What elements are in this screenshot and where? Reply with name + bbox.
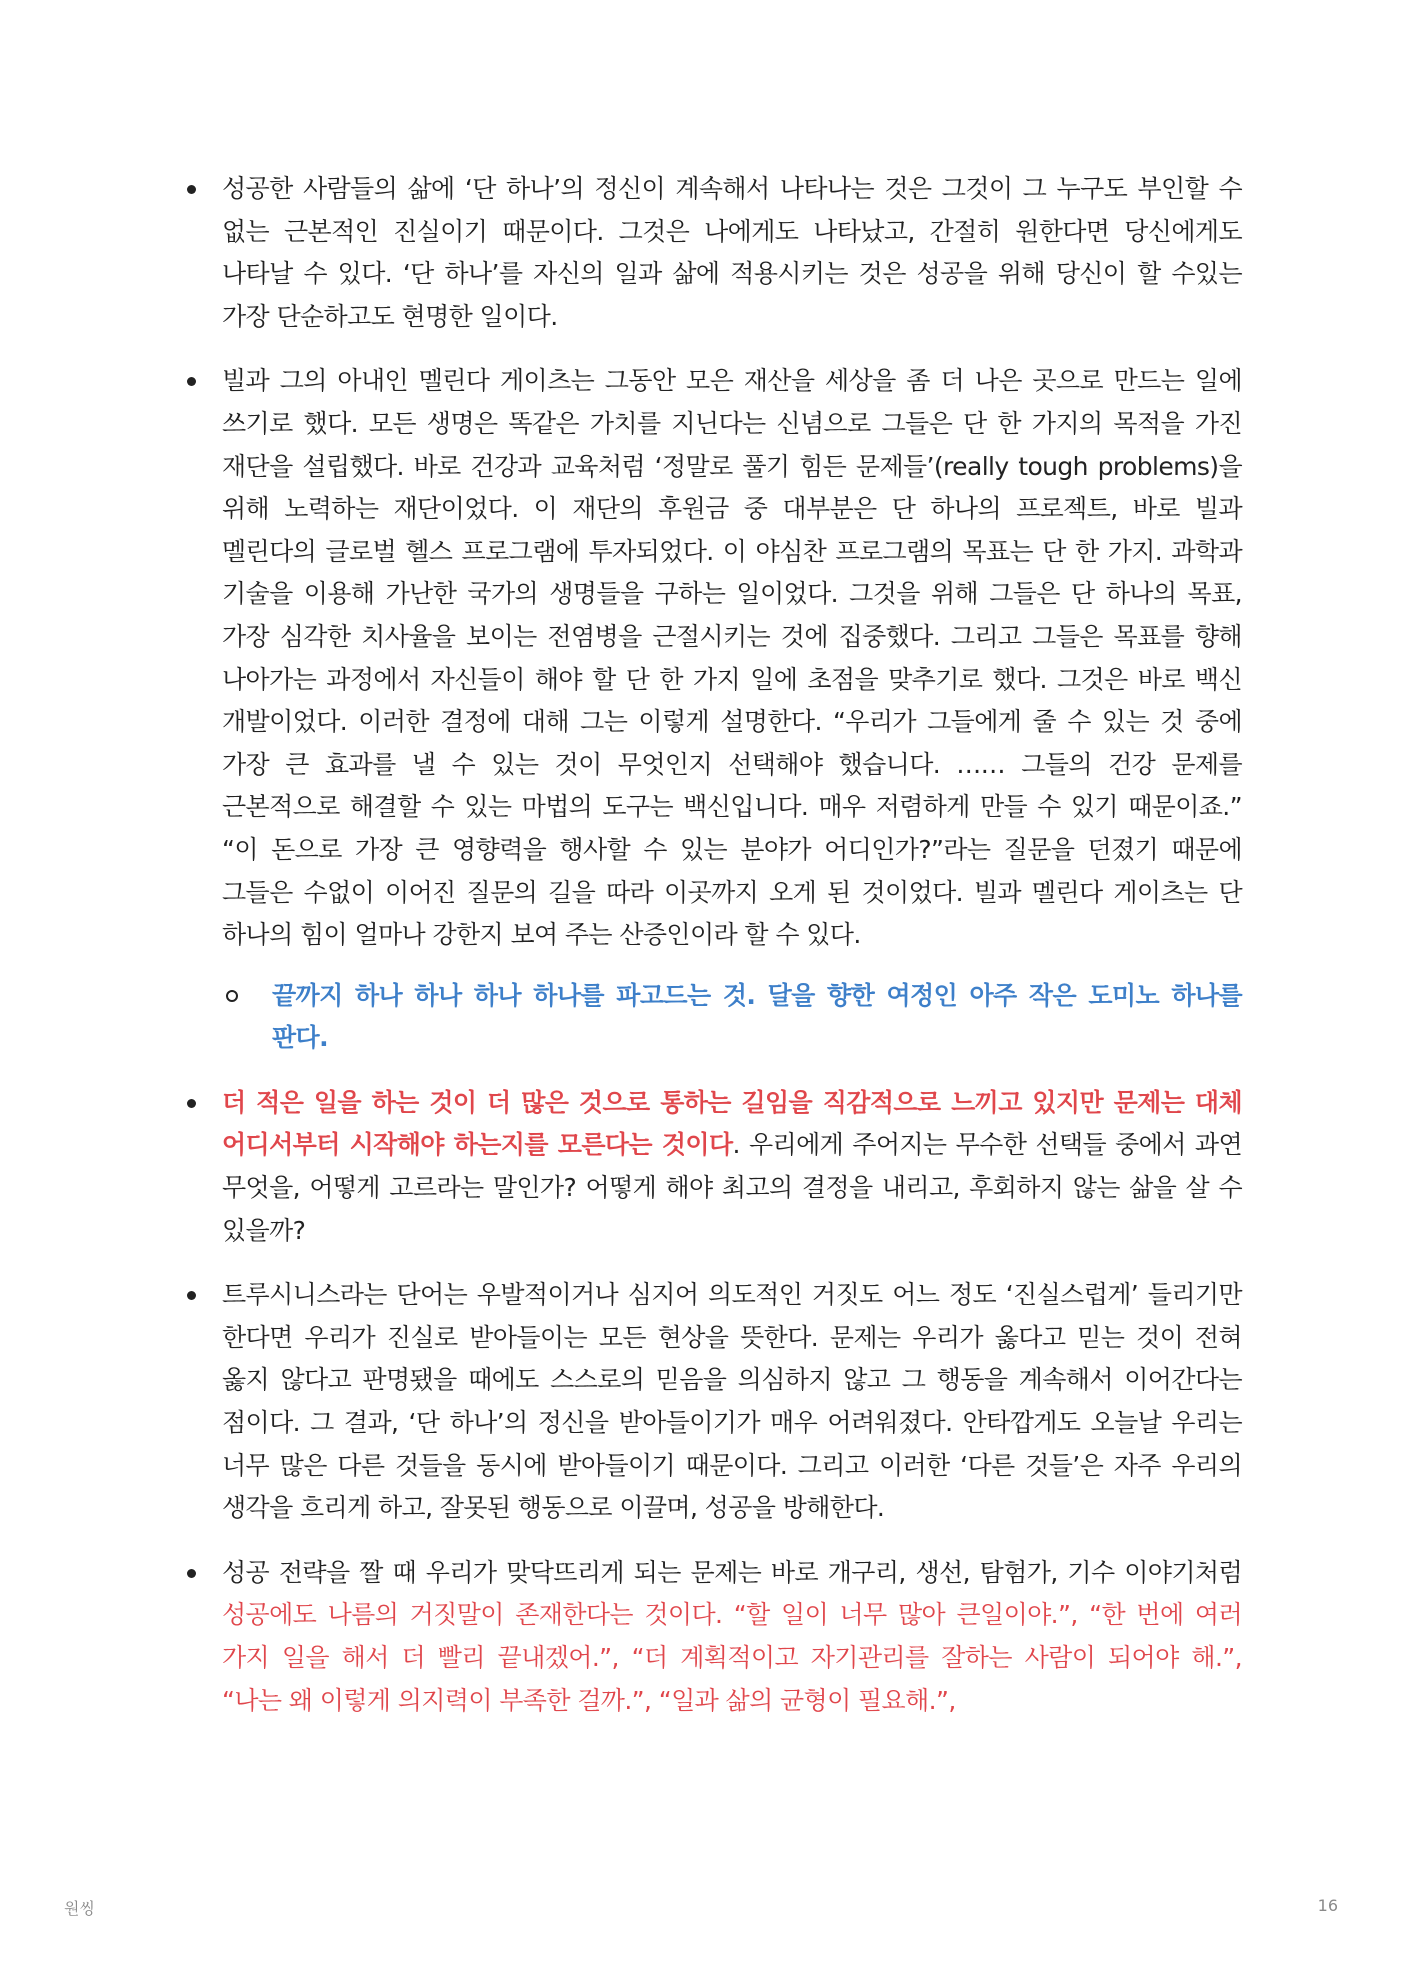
- paragraph-2: [182, 360, 1242, 1060]
- paragraph-2-subnote-text: 끝까지 하나 하나 하나 하나를 파고드는 것. 달을 향한 여정인 아주 작은 도미노 하나를 판다.: [272, 980, 1242, 1053]
- document-body: [182, 168, 1242, 1744]
- paragraph-1-text: 성공한 사람들의 삶에 ‘단 하나’의 정신이 계속해서 나타나는 것은 그것이 그 누구도 부인할 수 없는 근본적인 진실이기 때문이다. 그것은 나에게도 나타났고, 간절히 원한다면 당신에게도 나타날 수 있다. ‘단 하나’를 자신의 일과 삶에 적용시키는 것은 성공을 위해 당신이 할 수있는 가장 단순하고도 현명한 일이다.: [222, 174, 1242, 331]
- page-number: 16: [1317, 1896, 1338, 1915]
- paragraph-4-text: 트루시니스라는 단어는 우발적이거나 심지어 의도적인 거짓도 어느 정도 ‘진실스럽게’ 들리기만 한다면 우리가 진실로 받아들이는 모든 현상을 뜻한다. 문제는 우리가 옳다고 믿는 것이 전혀 옳지 않다고 판명됐을 때에도 스스로의 믿음을 의심하지 않고 그 행동을 계속해서 이어간다는 점이다. 그 결과, ‘단 하나’의 정신을 받아들이기가 매우 어려워졌다. 안타깝게도 오늘날 우리는 너무 많은 다른 것들을 동시에 받아들이기 때문이다. 그리고 이러한 ‘다른 것들’은 자주 우리의 생각을 흐리게 하고, 잘못된 행동으로 이끌며, 성공을 방해한다.: [222, 1280, 1242, 1523]
- paragraph-5-red: 성공에도 나름의 거짓말이 존재한다는 것이다. “할 일이 너무 많아 큰일이야.”, “한 번에 여러 가지 일을 해서 더 빨리 끝내겠어.”, “더 계획적이고 자기관리를 잘하는 사람이 되어야 해.”, “나는 왜 이렇게 의지력이 부족한 걸까.”, “일과 삶의 균형이 필요해.”,: [222, 1600, 1242, 1715]
- paragraph-2-subnote: [222, 975, 1242, 1060]
- bullet-list: [182, 168, 1242, 1722]
- paragraph-3-highlight: 더 적은 일을 하는 것이 더 많은 것으로 통하는 길임을 직감적으로 느끼고 있지만 문제는 대체 어디서부터 시작해야 하는지를 모른다는 것이다: [222, 1087, 1242, 1160]
- footer-book-title: 원씽: [64, 1899, 95, 1918]
- paragraph-1: [182, 168, 1242, 338]
- paragraph-3: [182, 1082, 1242, 1252]
- paragraph-5-start: 성공 전략을 짤 때 우리가 맞닥뜨리게 되는 문제는 바로 개구리, 생선, 탐험가, 기수 이야기처럼: [222, 1557, 1242, 1587]
- paragraph-4: [182, 1274, 1242, 1530]
- paragraph-3-rest: . 우리에게 주어지는 무수한 선택들 중에서 과연 무엇을, 어떻게 고르라는 말인가? 어떻게 해야 최고의 결정을 내리고, 후회하지 않는 삶을 살 수 있을까?: [222, 1130, 1242, 1245]
- paragraph-2-text: 빌과 그의 아내인 멜린다 게이츠는 그동안 모은 재산을 세상을 좀 더 나은 곳으로 만드는 일에 쓰기로 했다. 모든 생명은 똑같은 가치를 지닌다는 신념으로 그들은 단 한 가지의 목적을 가진 재단을 설립했다. 바로 건강과 교육처럼 ‘정말로 풀기 힘든 문제들’(really tough problems)을 위해 노력하는 재단이었다. 이 재단의 후원금 중 대부분은 단 하나의 프로젝트, 바로 빌과 멜린다의 글로벌 헬스 프로그램에 투자되었다. 이 야심찬 프로그램의 목표는 단 한 가지. 과학과 기술을 이용해 가난한 국가의 생명들을 구하는 일이었다. 그것을 위해 그들은 단 하나의 목표, 가장 심각한 치사율을 보이는 전염병을 근절시키는 것에 집중했다. 그리고 그들은 목표를 향해 나아가는 과정에서 자신들이 해야 할 단 한 가지 일에 초점을 맞추기로 했다. 그것은 바로 백신 개발이었다. 이러한 결정에 대해 그는 이렇게 설명한다. “우리가 그들에게 줄 수 있는 것 중에 가장 큰 효과를 낼 수 있는 것이 무엇인지 선택해야 했습니다. …… 그들의 건강 문제를 근본적으로 해결할 수 있는 마법의 도구는 백신입니다. 매우 저렴하게 만들 수 있기 때문이죠.” “이 돈으로 가장 큰 영향력을 행사할 수 있는 분야가 어디인가?”라는 질문을 던졌기 때문에 그들은 수없이 이어진 질문의 길을 따라 이곳까지 오게 된 것이었다. 빌과 멜린다 게이츠는 단 하나의 힘이 얼마나 강한지 보여 주는 산증인이라 할 수 있다.: [222, 366, 1242, 950]
- paragraph-5: [182, 1552, 1242, 1722]
